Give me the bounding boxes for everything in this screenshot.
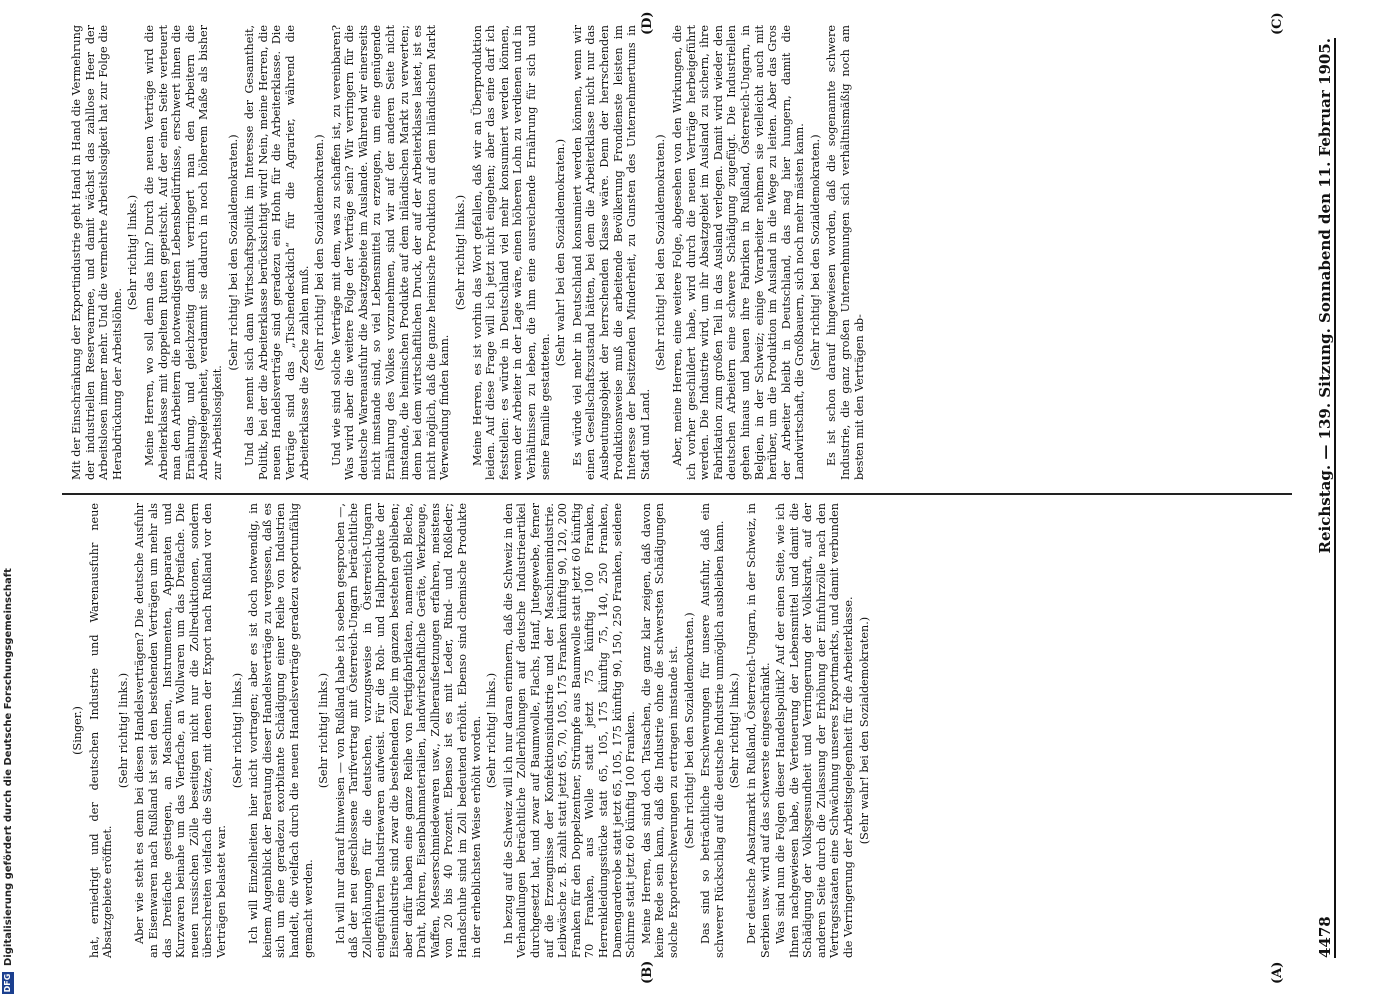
interjection: (Sehr richtig! links.) xyxy=(126,194,140,311)
interjection: (Sehr richtig! links.) xyxy=(317,672,331,789)
interjection: (Sehr wahr! bei den Sozialdemokraten.) xyxy=(554,138,568,367)
margin-letter-b: (B) xyxy=(640,960,655,984)
right-column xyxy=(70,25,1290,480)
credit-strip xyxy=(0,0,16,1000)
page-number: 4478 xyxy=(1316,916,1334,958)
interjection: (Sehr richtig! bei den Sozialdemokraten.) xyxy=(226,134,240,371)
page-header xyxy=(1300,38,1336,958)
paragraph: Meine Herren, wo soll denn das hin? Durch die neuen Verträge wird die Arbeiterklasse mit doppeltem Ruten gepeitscht. Auf der einen Seite verteuert man den Arbeitern die notwendigsten Lebensbedürfnisse, erschwert ihnen die Ernährung, und gleichzeitig damit verringert man den Arbeitern die Arbeitsgelegenheit, verdammt sie dadurch in noch höherem Maße als bisher zur Arbeitslosigkeit. xyxy=(142,25,224,480)
dfg-logo: DFG xyxy=(3,973,12,993)
paragraph: Ich will Einzelheiten hier nicht vortragen; aber es ist doch notwendig, in keinem Augenblick der Beratung dieser Handelsverträge zu vergessen, daß es sich um eine geradezu exorbitante Schädigung einer Reihe von Industrien handelt, die vielfach durch die neuen Handelsverträge geradezu exportunfähig gemacht werden. xyxy=(247,503,315,958)
interjection: (Sehr richtig! bei den Sozialdemokraten.) xyxy=(654,134,668,371)
margin-letter-a: (A) xyxy=(1270,961,1285,984)
paragraph: Ich will nur darauf hinweisen — von Rußland habe ich soeben gesprochen —, daß der neu geschlossene Tarifvertrag mit Österreich-Ungarn beträchtliche Zollerhöhungen für die deutschen, vorzugsweise in Österreich-Ungarn eingeführten Industriewaren aufweist. Für die Roh- und Halbprodukte der Eisenindustrie sind zwar die bestehenden Zölle im ganzen bestehen geblieben; aber dafür haben eine ganze Reihe von Fertigfabrikaten, namentlich Bleche, Draht, Röhren, Eisenbahnmaterialien, landwirtschaftliche Geräte, Werkzeuge, Waffen, Messerschmiedewaren usw., Zollheraufsetzungen erfahren, meistens von 20 bis 40 Prozent. Ebenso ist es mit Leder, Rind- und Roßleder; Handschuhe sind im Zoll bedeutend erhöht. Ebenso sind chemische Produkte in der erheblichsten Weise erhöht worden. xyxy=(333,503,483,958)
paragraph: Und das nennt sich dann Wirtschaftspolitik im Interesse der Gesamtheit, Politik, bei der die Arbeiterklasse berücksichtigt wird! Nein, meine Herren, die neuen Handelsverträge sind geradezu ein Hohn für die Arbeiterklasse. Die Verträge sind das „Tischendeckdich“ für die Agrarier, während die Arbeiterklasse die Zeche zahlen muß. xyxy=(243,25,311,480)
interjection: (Sehr richtig! bei den Sozialdemokraten.) xyxy=(313,134,327,371)
margin-letter-c: (C) xyxy=(1270,12,1285,35)
interjection: (Sehr richtig! links.) xyxy=(728,672,742,789)
interjection: (Sehr richtig! links.) xyxy=(116,672,130,789)
paragraph: Aber, meine Herren, eine weitere Folge, abgesehen von den Wirkungen, die ich vorher geschildert habe, wird durch die neuen Verträge herbeigeführt werden. Die Industrie wird, um ihr Absatzgebiet im Ausland zu sichern, ihre Fabrikation zum großen Teil in das Ausland verlegen. Damit wird wieder den deutschen Arbeitern eine schwere Schädigung zugefügt. Die Industriellen gehen hinaus und bauen ihre Fabriken in Rußland, Österreich-Ungarn, in Belgien, in der Schweiz; einige Vorarbeiter nehmen sie vielleicht auch mit herüber, um die Produktion im Ausland in die Wege zu leiten. Aber das Gros der Arbeiter bleibt in Deutschland, das mag hier hungern, damit die Landwirtschaft, die Großbauern, sich noch mehr mästen kann. xyxy=(670,25,807,480)
paragraph: Es ist schon darauf hingewiesen worden, daß die sogenannte schwere Industrie, die ganz großen Unternehmungen sich verhältnismäßig noch am besten mit den Verträgen ab- xyxy=(825,25,866,480)
paragraph: In bezug auf die Schweiz will ich nur daran erinnern, daß die Schweiz in den Verhandlungen beträchtliche Zollerhöhungen auf deutsche Industrieartikel durchgesetzt hat, und zwar auf Baumwolle, Flachs, Hanf, Jutegewebe, ferner auf die Erzeugnisse der Konfektionsindustrie und der Maschinenindustrie. Leibwäsche z. B. zahlt statt jetzt 65, 70, 105, 175 Franken künftig 90, 120, 200 Franken für den Doppelzentner, Strümpfe aus Baumwolle statt jetzt 60 künftig 70 Franken, aus Wolle statt jetzt 75 künftig 100 Franken, Herrenkleidungsstücke statt 65, 105, 175 künftig 75, 140, 250 Franken, Damengarderobe statt jetzt 65, 105, 175 künftig 90, 150, 250 Franken, seidene Schirme statt jetzt 60 künftig 100 Franken. xyxy=(501,503,638,958)
interjection: (Sehr richtig! links.) xyxy=(485,672,499,789)
paragraph: Mit der Einschränkung der Exportindustrie geht Hand in Hand die Vermehrung der industriellen Reservearmee, und damit wächst das zahllose Heer der Arbeitslosen immer mehr. Und die vermehrte Arbeitslosigkeit hat zur Folge die Herabdrückung der Arbeitslöhne. xyxy=(70,25,124,480)
interjection: (Sehr richtig! links.) xyxy=(454,194,468,311)
paragraph: Meine Herren, es ist vorhin das Wort gefallen, daß wir an Überproduktion leiden. Auf diese Frage will ich jetzt nicht eingehen; aber das eine darf ich feststellen: es würde in Deutschland viel mehr konsumiert werden können, wenn der Arbeiter in der Lage wäre, einen höheren Lohn zu verdienen und in Verhältnissen zu leben, die ihm eine ausreichende Ernährung für sich und seine Familie gestatteten. xyxy=(470,25,552,480)
digitization-credit: Digitalisierung gefördert durch die Deutsche Forschungsgemeinschaft xyxy=(2,568,14,966)
margin-letter-d: (D) xyxy=(640,11,655,35)
paragraph: Aber wie steht es denn bei diesen Handelsverträgen? Die deutsche Ausfuhr an Eisenwaren nach Rußland ist seit den bestehenden Verträgen um mehr als das Dreifache gestiegen, an Maschinen, Instrumenten, Apparaten und Kurzwaren beinahe um das Vierfache, an Wollwaren um das Dreifache. Die neuen russischen Zölle beseitigen nicht nur die Zollreduktionen, sondern überschreiten vielfach die Sätze, mit denen der Export nach Rußland vor den Verträgen belastet war. xyxy=(133,503,228,958)
paragraph: Und wie sind solche Verträge mit dem, was zu schaffen ist, zu vereinbaren? Was wird aber die weitere Folge der Verträge sein? Wir verringern für die deutsche Warenausfuhr die Absatzgebiete im Auslande. Während wir einerseits nicht imstande sind, so viel Lebensmittel zu erzeugen, um eine genügende Ernährung des Volkes vorzunehmen, sind wir auf der anderen Seite nicht imstande, die heimischen Produkte auf dem inländischen Markt zu verwerten; denn bei dem wirtschaftlichen Druck, der auf der Arbeiterklasse lastet, ist es nicht möglich, daß die ganze heimische Produktion auf dem inländischen Markt Verwendung finden kann. xyxy=(329,25,452,480)
paragraph: Es würde viel mehr in Deutschland konsumiert werden können, wenn wir einen Gesellschaftszustand hätten, bei dem die Arbeiterklasse nicht nur das Ausbeutungsobjekt der herrschenden Klasse wäre. Denn der herrschenden Produktionsweise muß die arbeitende Bevölkerung Frondienste leisten im Interesse der besitzenden Minderheit, zu Gunsten des Unternehmertums in Stadt und Land. xyxy=(570,25,652,480)
interjection: (Sehr richtig! bei den Sozialdemokraten.) xyxy=(682,612,696,849)
paragraph: Der deutsche Absatzmarkt in Rußland, Österreich-Ungarn, in der Schweiz, in Serbien usw. wird auf das schwerste eingeschränkt. xyxy=(744,503,772,958)
interjection: (Sehr wahr! bei den Sozialdemokraten.) xyxy=(857,616,871,845)
interjection: (Sehr richtig! links.) xyxy=(230,672,244,789)
paragraph: Das sind so beträchtliche Erschwerungen für unsere Ausfuhr, daß ein schwerer Rückschlag auf die deutsche Industrie unmöglich ausbleiben kann. xyxy=(699,503,726,958)
paragraph: hat, erniedrigt und der deutschen Industrie und Warenausfuhr neue Absatzgebiete eröffnet. xyxy=(87,503,115,958)
column-divider xyxy=(62,493,1292,495)
paragraph: Was sind nun die Folgen dieser Handelspolitik? Auf der einen Seite, wie ich Ihnen nachgewiesen habe, die Verteuerung der Lebensmittel und damit die Schädigung der Volksgesundheit und Verringerung der Volkskraft, auf der anderen Seite durch die Zulassung der Erhöhung der Einfuhrzölle nach den Vertragsstaaten eine Schwächung unseres Exportmarkts, und damit verbunden die Verringerung der Arbeitsgelegenheit für die Arbeiterklasse. xyxy=(774,503,856,958)
page-title: Reichstag. — 139. Sitzung. Sonnabend den 11. Februar 1905. xyxy=(1316,38,1334,554)
speaker-name: (Singer.) xyxy=(71,706,84,755)
interjection: (Sehr richtig! bei den Sozialdemokraten.) xyxy=(808,134,822,371)
paragraph: Meine Herren, das sind doch Tatsachen, die ganz klar zeigen, daß davon keine Rede sein kann, daß die Industrie ohne die schwersten Schädigungen solche Exporterschwerungen zu ertragen imstande ist. xyxy=(639,503,680,958)
left-column xyxy=(70,503,1290,958)
